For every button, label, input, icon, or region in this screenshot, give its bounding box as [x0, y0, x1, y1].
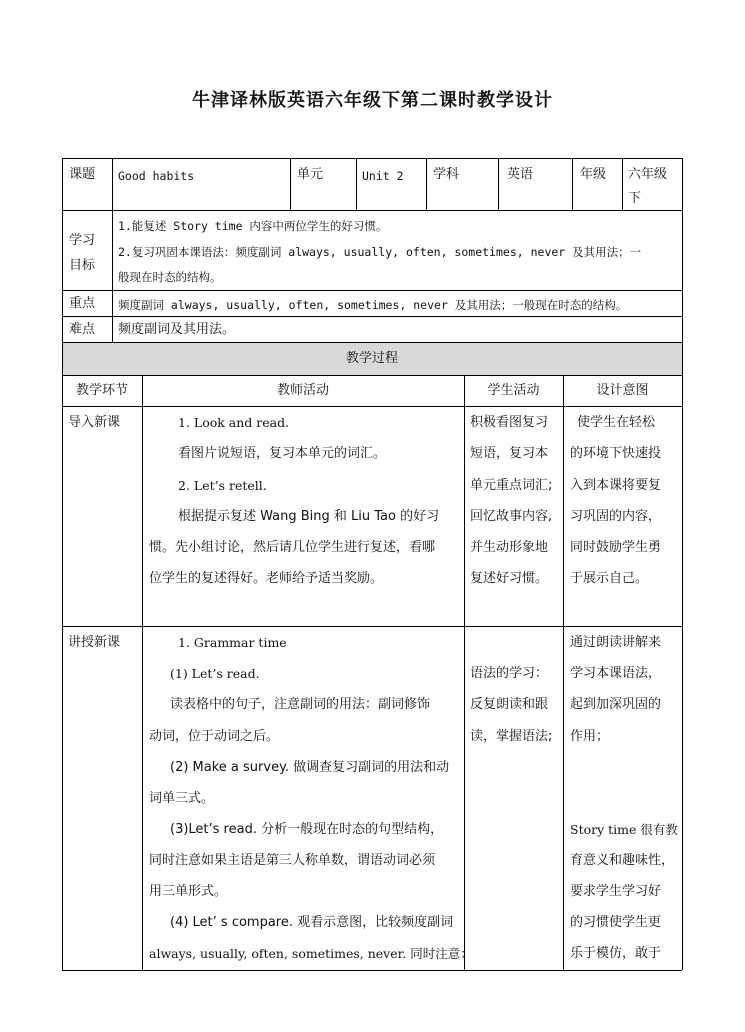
- intent-line: 习巩固的内容，: [570, 509, 662, 524]
- intent-line: 学习本课语法，: [570, 666, 662, 681]
- key-points-label: 重点: [69, 296, 96, 311]
- student-line: 反复朗读和跟: [470, 697, 549, 712]
- topic-value: Good habits: [118, 169, 195, 183]
- topic-label: 课题: [69, 167, 96, 182]
- difficulties-text: 频度副词及其用法。: [118, 322, 236, 337]
- key-points-text: 频度副词 always, usually, often, sometimes, never 及其用法；一般现在时态的结构。: [118, 298, 628, 312]
- student-line: 回忆故事内容,: [470, 509, 553, 524]
- intent-line: 作用；: [570, 729, 610, 744]
- page-title: 牛津译林版英语六年级下第二课时教学设计: [192, 90, 553, 111]
- student-line: 短语，复习本: [470, 446, 549, 461]
- goals-label-line2: 目标: [69, 258, 96, 273]
- process-header: 教学过程: [345, 351, 398, 366]
- goal-line-2: 2.复习巩固本课语法：频度副词 always, usually, often, sometimes, never 及其用法；一: [118, 245, 642, 259]
- teacher-line: 看图片说短语，复习本单元的词汇。: [178, 446, 387, 461]
- goal-line-3: 般现在时态的结构。: [118, 270, 222, 284]
- intent-line: 乐于模仿，敢于: [570, 946, 662, 961]
- teacher-line: 惯。先小组讨论，然后请几位学生进行复述，看哪: [149, 540, 436, 555]
- stage-cell: 讲授新课: [68, 635, 121, 650]
- intent-line: 使学生在轻松: [577, 415, 656, 430]
- teacher-line: (2) Make a survey. 做调查复习副词的用法和动: [170, 760, 450, 775]
- column-stage-header: 教学环节: [75, 383, 128, 398]
- grade-label: 年级: [580, 167, 607, 182]
- teacher-line: 位学生的复述得好。老师给予适当奖励。: [149, 571, 384, 586]
- intent-line: 通过朗读讲解来: [570, 635, 662, 650]
- teacher-line: (1) Let’s read.: [170, 666, 260, 681]
- student-line: 读，掌握语法;: [470, 729, 553, 744]
- difficulties-label: 难点: [69, 322, 96, 337]
- intent-line: 起到加深巩固的: [570, 697, 662, 712]
- student-line: 单元重点词汇;: [470, 478, 553, 493]
- teacher-line: (4) Let’ s compare. 观看示意图，比较频度副词: [170, 915, 454, 930]
- intent-line: 同时鼓励学生勇: [570, 540, 662, 555]
- intent-line: 于展示自己。: [570, 571, 649, 586]
- intent-line: 入到本课将要复: [570, 478, 662, 493]
- grade-value-line2: 下: [628, 191, 642, 206]
- unit-value: Unit 2: [362, 169, 404, 183]
- intent-line: 的习惯使学生更: [570, 915, 662, 930]
- grade-value: 六年级: [628, 167, 668, 182]
- student-line: 并生动形象地: [470, 540, 549, 555]
- stage-cell: 导入新课: [68, 415, 121, 430]
- unit-label: 单元: [297, 167, 324, 182]
- goals-label: 学习: [69, 233, 96, 248]
- intent-line: 的环境下快速投: [570, 446, 662, 461]
- intent-line: 要求学生学习好: [570, 884, 662, 899]
- student-line: 语法的学习：: [470, 666, 549, 681]
- student-line: 复述好习惯。: [470, 571, 549, 586]
- subject-label: 学科: [433, 167, 460, 182]
- teacher-line: 读表格中的句子，注意副词的用法：副词修饰: [170, 697, 431, 712]
- intent-line: 育意义和趣味性，: [570, 853, 675, 868]
- column-intent-header: 设计意图: [596, 383, 649, 398]
- column-teacher-header: 教师活动: [276, 383, 329, 398]
- teacher-line: 词单三式。: [149, 791, 215, 806]
- goal-line-1: 1.能复述 Story time 内容中两位学生的好习惯。: [118, 219, 388, 233]
- teacher-line: 用三单形式。: [149, 884, 228, 899]
- intent-line: Story time 很有教: [570, 822, 678, 837]
- teacher-line: 同时注意如果主语是第三人称单数，谓语动词必须: [149, 853, 436, 868]
- teacher-line: 1. Look and read.: [178, 415, 290, 430]
- teacher-line: always, usually, often, sometimes, never. 同时注意：: [149, 946, 473, 961]
- teacher-line: 根据提示复述 Wang Bing 和 Liu Tao 的好习: [178, 509, 440, 524]
- teacher-line: 动词，位于动词之后。: [149, 729, 280, 744]
- teacher-line: 1. Grammar time: [178, 635, 287, 650]
- student-line: 积极看图复习: [470, 415, 549, 430]
- column-student-header: 学生活动: [487, 383, 540, 398]
- teacher-line: (3)Let’s read. 分析一般现在时态的句型结构，: [170, 822, 444, 837]
- teacher-line: 2. Let’s retell.: [178, 478, 267, 493]
- subject-value: 英语: [507, 167, 534, 182]
